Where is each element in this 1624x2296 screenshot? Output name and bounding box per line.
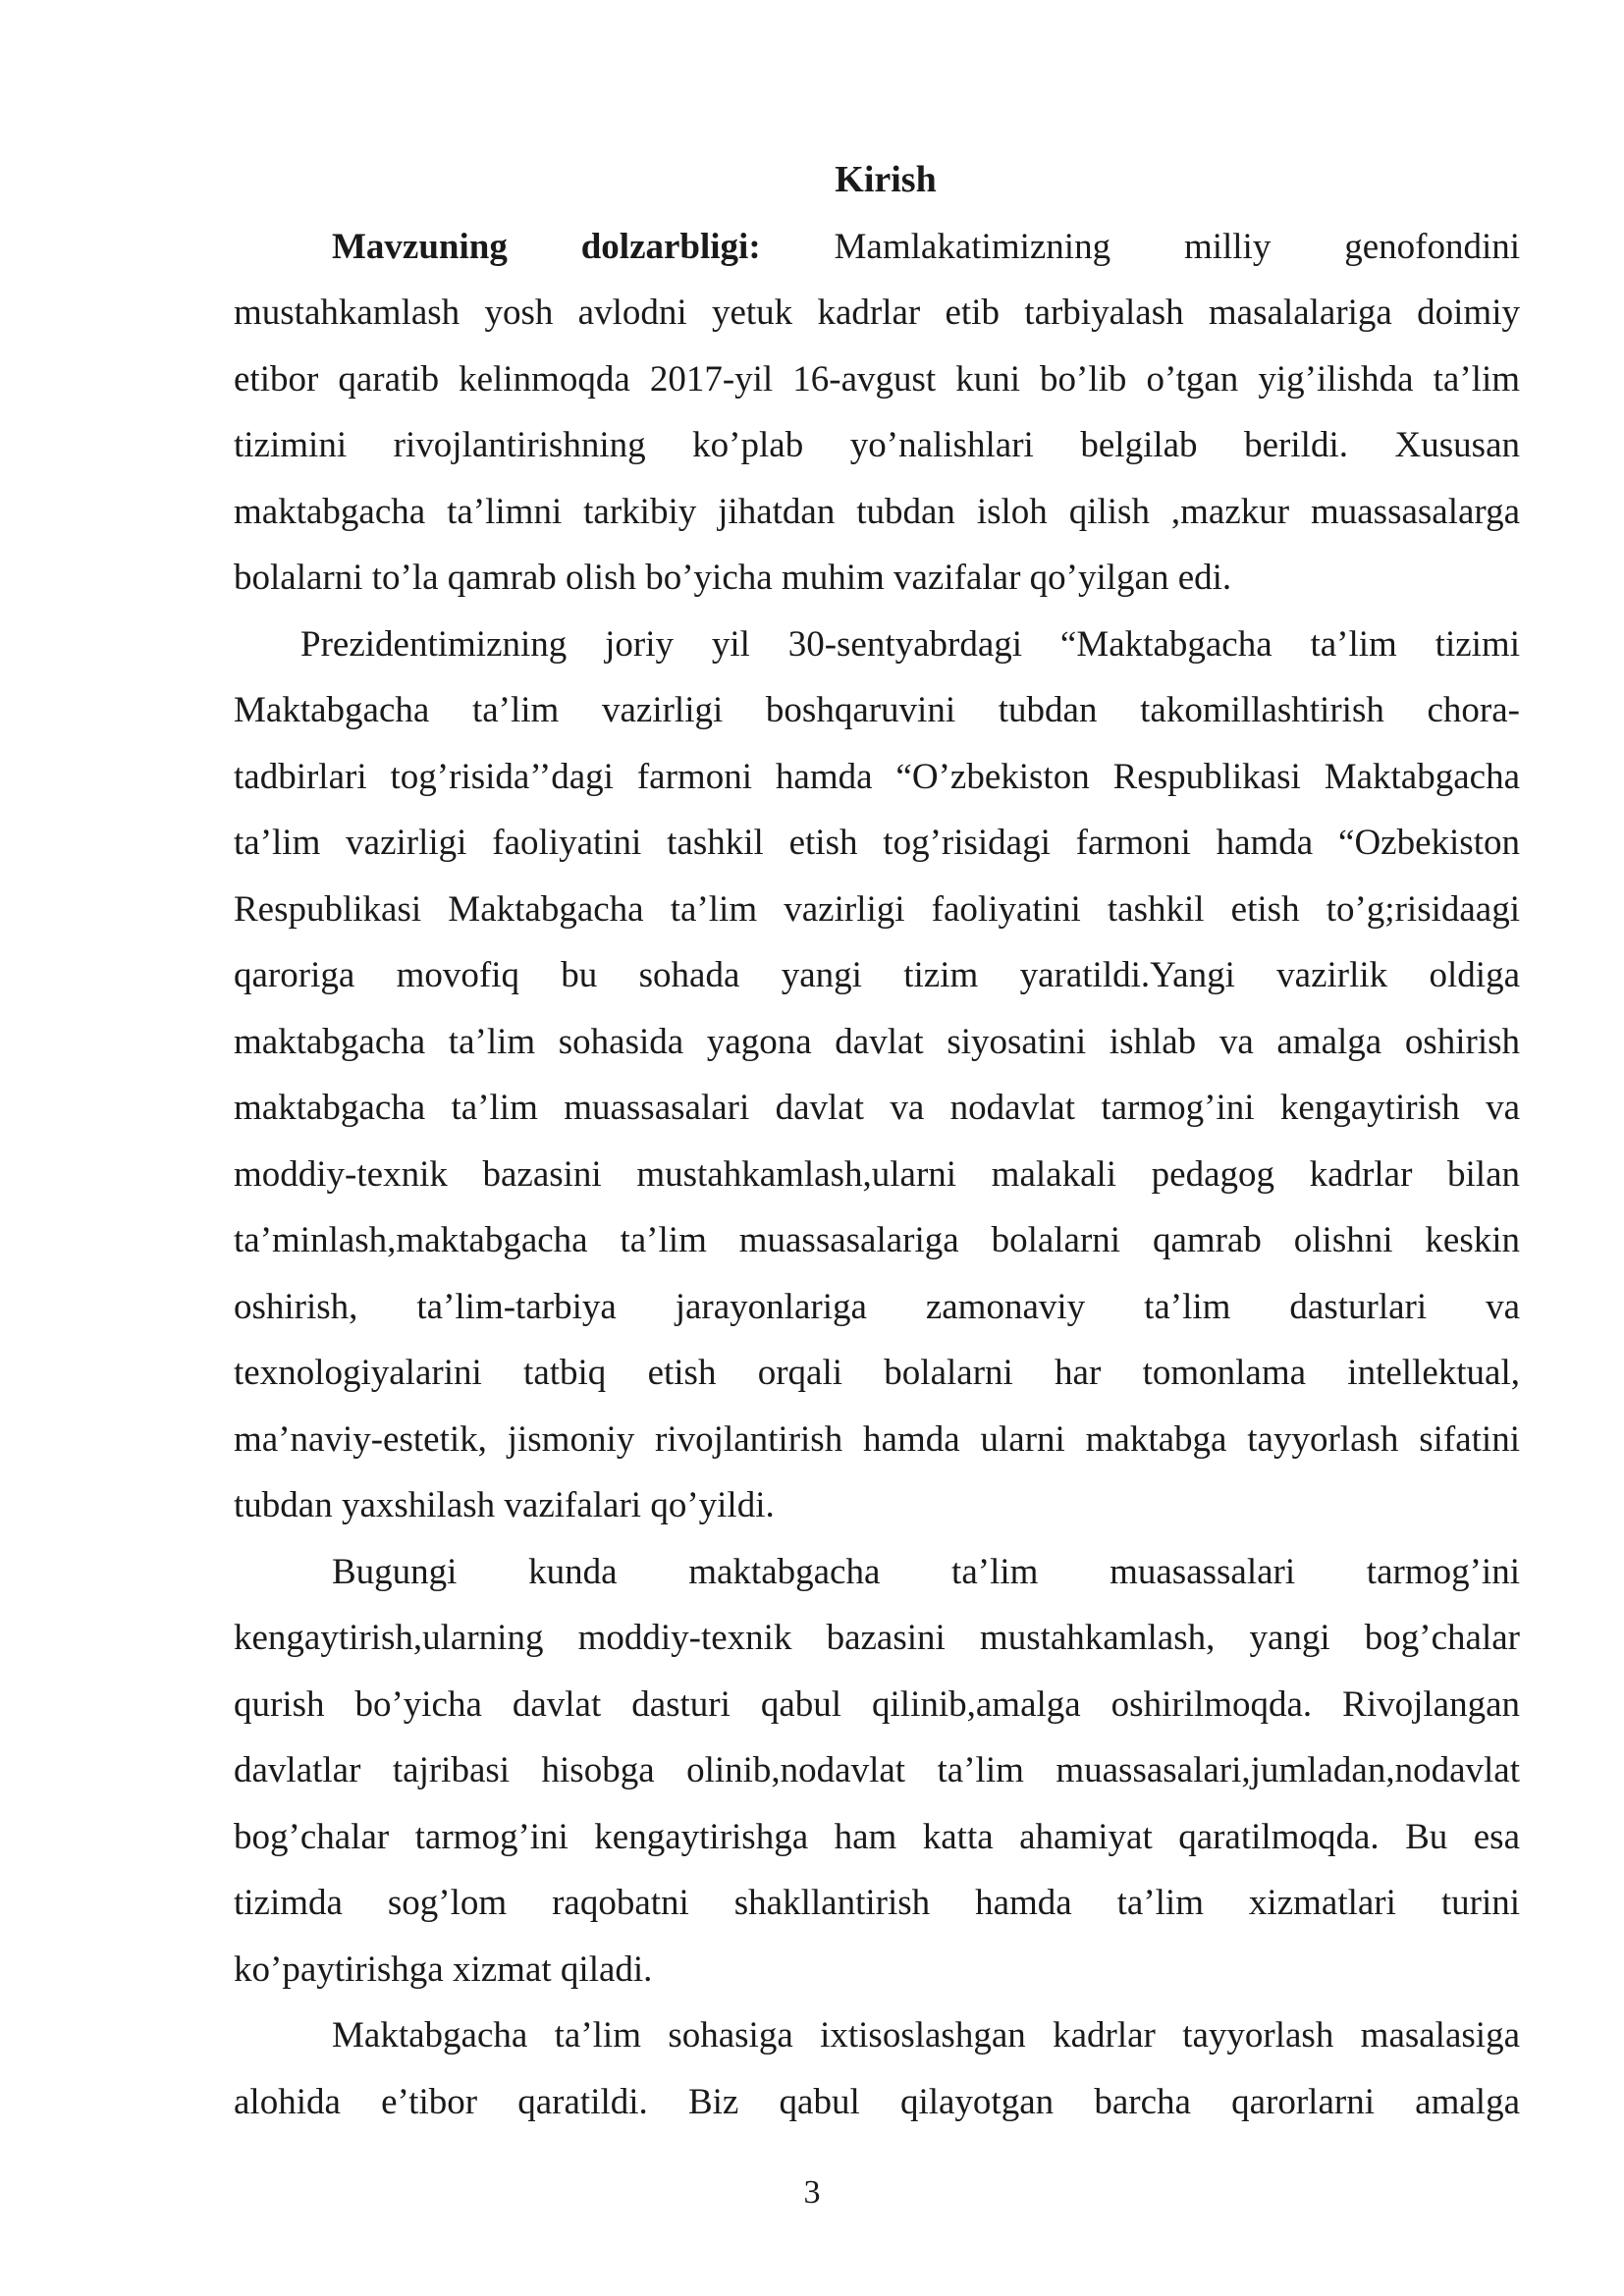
text-line: Prezidentimizning joriy yil 30-sentyabrdagi “Maktabgacha ta’lim tizimi [300,623,1520,665]
text-line: maktabgacha ta’limni tarkibiy jihatdan tubdan isloh qilish ,mazkur muassasalarga [234,491,1520,532]
text-line: kengaytirish,ularning moddiy-texnik bazasini mustahkamlash, yangi bog’chalar [234,1618,1520,1658]
text-line: Respublikasi Maktabgacha ta’lim vazirligi faoliyatini tashkil etish to’g;risidaagi [234,888,1520,930]
text-line: tubdan yaxshilash vazifalari qo’yildi. [234,1485,775,1525]
text-line: Maktabgacha ta’lim vazirligi boshqaruvini tubdan takomillashtirish chora- [234,690,1520,730]
text-line: qaroriga movofiq bu sohada yangi tizim yaratildi.Yangi vazirlik oldiga [234,955,1520,995]
text-line: Bugungi kunda maktabgacha ta’lim muasassalari tarmog’ini [332,1551,1520,1592]
text-line: etibor qaratib kelinmoqda 2017-yil 16-avgust kuni bo’lib o’tgan yig’ilishda ta’lim [234,358,1520,400]
text-line: qurish bo’yicha davlat dasturi qabul qilinib,amalga oshirilmoqda. Rivojlangan [234,1683,1520,1725]
text-line: oshirish, ta’lim-tarbiya jarayonlariga zamonaviy ta’lim dasturlari va [234,1286,1520,1327]
document-body [234,147,1520,2135]
text-line: ta’minlash,maktabgacha ta’lim muassasalariga bolalarni qamrab olishni keskin [234,1220,1520,1260]
paragraph-staff-training [234,2002,1520,2135]
text-line: davlatlar tajribasi hisobga olinib,nodavlat ta’lim muassasalari,jumladan,nodavlat [234,1750,1520,1790]
text-line: bog’chalar tarmog’ini kengaytirishga ham katta ahamiyat qaratilmoqda. Bu esa [234,1816,1520,1857]
text-line: texnologiyalarini tatbiq etish orqali bolalarni har tomonlama intellektual, [234,1353,1520,1393]
text-line-content: Mamlakatimizning milliy genofondini [760,226,1520,267]
text-line: maktabgacha ta’lim muassasalari davlat va nodavlat tarmog’ini kengaytirish va [234,1088,1520,1128]
text-line [234,214,1520,281]
text-line: ko’paytirishga xizmat qiladi. [234,1949,653,1990]
paragraph-decree [234,612,1520,1539]
text-line: maktabgacha ta’lim sohasida yagona davlat siyosatini ishlab va amalga oshirish [234,1021,1520,1062]
text-line: tadbirlari tog’risida’’dagi farmoni hamda “O’zbekiston Respublikasi Maktabgacha [234,756,1520,797]
paragraph-relevance [234,214,1520,612]
text-line: moddiy-texnik bazasini mustahkamlash,ularni malakali pedagog kadrlar bilan [234,1153,1520,1195]
text-line: mustahkamlash yosh avlodni yetuk kadrlar etib tarbiyalash masalalariga doimiy [234,293,1520,333]
text-line: ta’lim vazirligi faoliyatini tashkil etish tog’risidagi farmoni hamda “Ozbekiston [234,823,1520,863]
text-line: alohida e’tibor qaratildi. Biz qabul qilayotgan barcha qarorlarni amalga [234,2081,1520,2122]
section-heading: Kirish [835,159,937,200]
text-line: ma’naviy-estetik, jismoniy rivojlantirish hamda ularni maktabga tayyorlash sifatini [234,1418,1520,1460]
relevance-label: Mavzuning dolzarbligi: [332,226,761,267]
text-line: bolalarni to’la qamrab olish bo’yicha muhim vazifalar qo’yilgan edi. [234,558,1232,598]
paragraph-network-expansion [234,1539,1520,2003]
text-line: tizimda sog’lom raqobatni shakllantirish hamda ta’lim xizmatlari turini [234,1883,1520,1923]
page-number: 3 [803,2174,821,2211]
text-line: tizimini rivojlantirishning ko’plab yo’nalishlari belgilab berildi. Xususan [234,425,1520,465]
text-line: Maktabgacha ta’lim sohasiga ixtisoslashgan kadrlar tayyorlash masalasiga [332,2015,1520,2056]
